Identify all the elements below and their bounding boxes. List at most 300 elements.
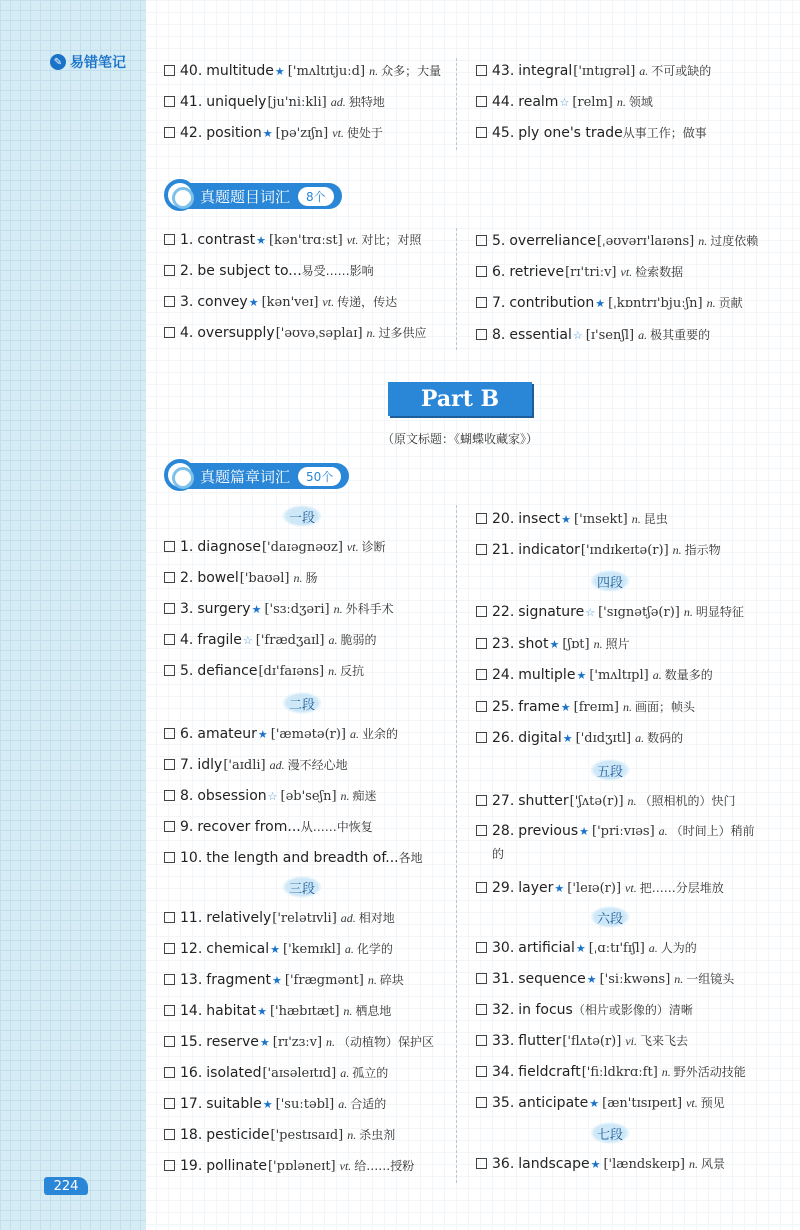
checkbox[interactable] [476, 127, 487, 138]
vocab-text [180, 787, 377, 804]
phonetic: ['sɪgnətʃə(r)] [598, 604, 680, 620]
vocab-item [164, 1123, 454, 1145]
vocab-text [492, 879, 724, 896]
vocab-text [492, 970, 734, 987]
phonetic: [ʃɒt] [562, 636, 590, 652]
vocab-text [180, 1157, 414, 1174]
item-number: 15. [180, 1033, 203, 1050]
magnifier-icon [164, 459, 196, 491]
checkbox[interactable] [164, 1036, 175, 1047]
vocab-text [492, 326, 710, 343]
vocab-word: reserve [206, 1033, 259, 1050]
definition: 极其重要的 [650, 327, 711, 342]
vocab-item [476, 507, 766, 529]
checkbox[interactable] [164, 974, 175, 985]
item-number: 21. [492, 541, 515, 558]
vocab-item [164, 722, 454, 744]
checkbox[interactable] [164, 912, 175, 923]
part-of-speech: n. [340, 788, 350, 803]
part-of-speech: a. [639, 63, 649, 78]
item-number: 36. [492, 1155, 515, 1172]
vocab-word: artificial [518, 939, 575, 956]
vocab-text [180, 756, 348, 773]
definition: 业余的 [362, 726, 399, 741]
item-number: 4. [180, 324, 194, 341]
definition: 漫不经心地 [287, 757, 348, 772]
item-number: 31. [492, 970, 515, 987]
definition: 化学的 [356, 941, 393, 956]
vocab-text [180, 1126, 395, 1143]
star-icon: ★ [549, 637, 560, 651]
item-number: 26. [492, 729, 515, 746]
definition: 检索数据 [635, 264, 684, 279]
vocab-item [476, 695, 766, 717]
definition: 过多供应 [378, 325, 427, 340]
item-number: 11. [180, 909, 203, 926]
checkbox[interactable] [164, 759, 175, 770]
part-of-speech: n. [631, 511, 641, 526]
checkbox[interactable] [164, 1005, 175, 1016]
vocab-item [476, 291, 766, 313]
definition: （相片或影像的）清晰 [572, 1002, 693, 1017]
part-of-speech: n. [343, 1003, 353, 1018]
vocab-text [180, 940, 393, 957]
vocab-item [476, 967, 766, 989]
definition: 易受……影响 [301, 263, 374, 278]
vocab-item [164, 846, 454, 868]
checkbox[interactable] [476, 96, 487, 107]
part-of-speech: n. [333, 601, 343, 616]
definition: 孤立的 [352, 1065, 389, 1080]
definition: 昆虫 [643, 511, 668, 526]
star-icon: ★ [256, 233, 266, 247]
part-of-speech: n. [674, 971, 684, 986]
vocab-word: oversupply [197, 324, 275, 341]
part-of-speech: n. [661, 1064, 671, 1079]
vocab-word: landscape [518, 1155, 590, 1172]
vocab-text [492, 62, 711, 79]
checkbox[interactable] [164, 1098, 175, 1109]
vocab-text [180, 662, 364, 679]
part-of-speech: n. [623, 699, 633, 714]
phonetic: ['pestɪsaɪd] [270, 1127, 344, 1143]
vocab-item [476, 632, 766, 654]
part-of-speech: n. [688, 1156, 698, 1171]
vocab-word: ply one's trade [518, 124, 623, 141]
checkbox[interactable] [476, 669, 487, 680]
star-outline-icon: ☆ [267, 789, 278, 803]
part-of-speech: vt. [322, 294, 335, 309]
part-of-speech: vt. [346, 539, 359, 554]
definition: 给……授粉 [354, 1158, 415, 1173]
checkbox[interactable] [476, 942, 487, 953]
item-number: 40. [180, 62, 203, 79]
vocab-item [164, 259, 454, 281]
phonetic: ['baʊəl] [239, 570, 290, 586]
star-icon: ★ [590, 1157, 601, 1171]
checkbox[interactable] [476, 1097, 487, 1108]
vocab-word: multiple [518, 666, 576, 683]
checkbox[interactable] [164, 943, 175, 954]
vocab-word: isolated [206, 1064, 262, 1081]
item-number: 6. [492, 263, 506, 280]
definition: 碎块 [379, 972, 404, 987]
definition: 数码的 [647, 730, 684, 745]
definition: 一组镜头 [686, 971, 735, 986]
vocab-text [492, 603, 744, 620]
phonetic: [ju'niːkli] [267, 94, 327, 110]
checkbox[interactable] [164, 852, 175, 863]
vocab-item [476, 936, 766, 958]
checkbox[interactable] [476, 235, 487, 246]
part-of-speech: n. [616, 94, 626, 109]
part-of-speech: a. [652, 667, 662, 682]
vocab-item [476, 538, 766, 560]
phonetic: [relm] [572, 94, 613, 110]
definition: （照相机的）快门 [639, 793, 736, 808]
vocab-item [164, 1092, 454, 1114]
phonetic: [rɪ'zɜːv] [272, 1034, 323, 1050]
checkbox[interactable] [164, 1160, 175, 1171]
vocab-item [476, 876, 766, 898]
item-number: 3. [180, 293, 194, 310]
vocab-word: retrieve [509, 263, 565, 280]
definition: 各地 [398, 850, 423, 865]
vocab-text [180, 324, 427, 341]
checkbox[interactable] [476, 1066, 487, 1077]
vocab-text [180, 1095, 386, 1112]
checkbox[interactable] [476, 1158, 487, 1169]
definition: 不可或缺的 [651, 63, 712, 78]
checkbox[interactable] [476, 606, 487, 617]
vocab-word: signature [518, 603, 585, 620]
vocab-word: pesticide [206, 1126, 270, 1143]
part-of-speech: n. [698, 233, 708, 248]
vocab-word: idly [197, 756, 223, 773]
section-title: 真题题目词汇 [200, 187, 291, 206]
phonetic: [ɪ'senʃl] [585, 327, 635, 343]
vocab-item [164, 90, 454, 112]
definition: 指示物 [684, 542, 721, 557]
item-number: 10. [180, 849, 203, 866]
part-of-speech: a. [635, 730, 645, 745]
count-badge: 8个 [298, 187, 334, 206]
paragraph-tag: 二段 [282, 692, 322, 714]
definition: 诊断 [361, 539, 386, 554]
phonetic: ['mʌltɪpl] [589, 667, 649, 683]
vocab-text [492, 666, 713, 683]
vocab-word: fieldcraft [518, 1063, 581, 1080]
vocab-word: diagnose [197, 538, 261, 555]
checkbox[interactable] [164, 296, 175, 307]
checkbox[interactable] [164, 572, 175, 583]
phonetic: ['daɪəgnəʊz] [261, 539, 343, 555]
part-of-speech: n. [326, 1034, 336, 1049]
phonetic: [ˌəʊvərɪ'laɪəns] [596, 233, 695, 249]
checkbox[interactable] [476, 297, 487, 308]
checkbox[interactable] [476, 825, 487, 836]
phonetic: ['aɪdli] [223, 757, 266, 773]
definition: 反抗 [340, 663, 365, 678]
vocab-item [476, 260, 766, 282]
item-number: 8. [180, 787, 194, 804]
vocab-word: uniquely [206, 93, 267, 110]
vocab-word: frame [518, 698, 560, 715]
vocab-item [476, 998, 766, 1020]
checkbox[interactable] [164, 603, 175, 614]
item-number: 41. [180, 93, 203, 110]
star-icon: ★ [561, 512, 571, 526]
checkbox[interactable] [164, 541, 175, 552]
checkbox[interactable] [164, 634, 175, 645]
checkbox[interactable] [476, 1035, 487, 1046]
vocab-item [476, 1060, 766, 1082]
vocab-text [180, 231, 421, 248]
definition: 脆弱的 [340, 632, 377, 647]
vocab-word: multitude [206, 62, 274, 79]
item-number: 5. [492, 232, 506, 249]
part-of-speech: a. [350, 726, 359, 741]
star-icon: ★ [248, 295, 259, 309]
definition: 过度依赖 [710, 233, 759, 248]
vocab-item [476, 820, 766, 864]
phonetic: [ˌkɒntrɪ'bjuːʃn] [608, 295, 703, 311]
vocab-text [180, 262, 374, 279]
definition: 从……中恢复 [300, 819, 373, 834]
checkbox[interactable] [164, 65, 175, 76]
vocab-item [476, 59, 766, 81]
column-divider [456, 58, 457, 150]
vocab-item [476, 663, 766, 685]
star-icon: ★ [589, 1096, 600, 1110]
item-number: 33. [492, 1032, 515, 1049]
item-number: 19. [180, 1157, 203, 1174]
item-number: 8. [492, 326, 506, 343]
vocab-word: habitat [206, 1002, 257, 1019]
item-number: 2. [180, 262, 194, 279]
checkbox[interactable] [164, 234, 175, 245]
part-of-speech: vt. [332, 125, 344, 140]
definition: 痴迷 [352, 788, 377, 803]
part-of-speech: a. [658, 824, 668, 838]
definition: 数量多的 [664, 667, 713, 682]
star-icon: ★ [262, 1097, 273, 1111]
checkbox[interactable] [164, 265, 175, 276]
part-of-speech: a. [340, 1065, 350, 1080]
part-of-speech: a. [648, 940, 658, 955]
phonetic: ['ɪnsekt] [574, 511, 628, 527]
vocab-item [164, 815, 454, 837]
checkbox[interactable] [164, 1067, 175, 1078]
vocab-text [492, 510, 668, 527]
definition: 从事工作；做事 [622, 125, 707, 140]
vocab-text [492, 1001, 693, 1018]
vocab-item [164, 290, 454, 312]
section-pill [168, 463, 349, 489]
phonetic: [kən'veɪ] [261, 294, 319, 310]
star-icon: ★ [251, 602, 262, 616]
vocab-word: surgery [197, 600, 251, 617]
checkbox[interactable] [476, 701, 487, 712]
star-icon: ★ [586, 972, 597, 986]
checkbox[interactable] [164, 96, 175, 107]
star-icon: ★ [257, 727, 268, 741]
checkbox[interactable] [476, 513, 487, 524]
item-number: 3. [180, 600, 194, 617]
phonetic: ['priːvɪəs] [592, 824, 655, 839]
phonetic: [rɪ'triːv] [565, 264, 617, 280]
checkbox[interactable] [476, 882, 487, 893]
phonetic: ['frægmənt] [284, 972, 364, 988]
part-of-speech: n. [293, 570, 303, 585]
phonetic: ['aɪsəleɪtɪd] [262, 1065, 337, 1081]
definition: 风景 [700, 1156, 725, 1171]
checkbox[interactable] [476, 1004, 487, 1015]
vocab-item [164, 121, 454, 143]
section-header-passage-vocab [168, 463, 349, 489]
item-number: 1. [180, 538, 194, 555]
definition: 杀虫剂 [359, 1127, 396, 1142]
item-number: 30. [492, 939, 515, 956]
definition: （时间上）稍前的 [492, 824, 755, 861]
checkbox[interactable] [164, 1129, 175, 1140]
vocab-item [164, 1061, 454, 1083]
item-number: 44. [492, 93, 515, 110]
item-number: 28. [492, 823, 515, 839]
vocab-item [164, 228, 454, 250]
definition: 明显特征 [695, 604, 744, 619]
phonetic: [dɪ'faɪəns] [258, 663, 325, 679]
part-of-speech: ad. [330, 94, 346, 109]
definition: 飞来飞去 [640, 1033, 689, 1048]
phonetic: ['lændskeɪp] [603, 1156, 685, 1172]
part-of-speech: a. [344, 941, 354, 956]
vocab-word: obsession [197, 787, 267, 804]
definition: 众多；大量 [381, 63, 442, 78]
definition: （动植物）保护区 [338, 1034, 435, 1049]
definition: 照片 [605, 636, 630, 651]
phonetic: [kən'trɑːst] [268, 232, 343, 248]
checkbox[interactable] [164, 327, 175, 338]
vocab-text [492, 1094, 725, 1111]
checkbox[interactable] [476, 973, 487, 984]
item-number: 16. [180, 1064, 203, 1081]
checkbox[interactable] [164, 728, 175, 739]
vocab-word: in focus [518, 1001, 573, 1018]
vocab-word: chemical [206, 940, 270, 957]
star-icon: ★ [575, 941, 586, 955]
column-divider [456, 228, 457, 350]
vocab-text [180, 569, 317, 586]
phonetic: ['suːtəbl] [275, 1096, 335, 1112]
vocab-text [180, 62, 441, 79]
phonetic: ['kemɪkl] [283, 941, 341, 957]
item-number: 9. [180, 818, 194, 835]
vocab-text [492, 232, 758, 249]
vocab-word: sequence [518, 970, 586, 987]
star-outline-icon: ☆ [572, 328, 583, 342]
vocab-word: overreliance [509, 232, 596, 249]
part-of-speech: vt. [346, 232, 359, 247]
item-number: 24. [492, 666, 515, 683]
definition: 把……分层堆放 [639, 880, 724, 895]
checkbox[interactable] [476, 329, 487, 340]
phonetic: ['æmətə(r)] [270, 726, 346, 742]
vocab-text [492, 541, 721, 558]
part-title: Part B [388, 382, 532, 416]
definition: 独特地 [348, 94, 385, 109]
checkbox[interactable] [476, 266, 487, 277]
part-of-speech: vt. [625, 880, 637, 895]
phonetic: ['hæbɪtæt] [269, 1003, 340, 1019]
definition: 贡献 [718, 295, 743, 310]
item-number: 27. [492, 792, 515, 809]
checkbox[interactable] [164, 127, 175, 138]
vocab-item [164, 628, 454, 650]
vocab-item [164, 937, 454, 959]
item-number: 20. [492, 510, 515, 527]
vocab-text [180, 538, 386, 555]
page-number: 224 [44, 1177, 88, 1195]
vocab-item [164, 1154, 454, 1176]
vocab-word: the length and breadth of... [206, 849, 399, 866]
checkbox[interactable] [164, 821, 175, 832]
checkbox[interactable] [476, 732, 487, 743]
part-of-speech: ad. [340, 910, 356, 925]
part-of-speech: ad. [269, 757, 285, 772]
checkbox[interactable] [476, 544, 487, 555]
section-header-question-vocab [168, 183, 342, 209]
checkbox[interactable] [476, 638, 487, 649]
checkbox[interactable] [164, 665, 175, 676]
checkbox[interactable] [476, 795, 487, 806]
vocab-word: relatively [206, 909, 272, 926]
vocab-word: shutter [518, 792, 569, 809]
vocab-item [476, 726, 766, 748]
vocab-word: shot [518, 635, 549, 652]
part-of-speech: n. [366, 325, 376, 340]
paragraph-tag: 一段 [282, 505, 322, 527]
definition: 使处于 [346, 125, 383, 140]
star-outline-icon: ☆ [585, 605, 596, 619]
part-of-speech: n. [328, 663, 338, 678]
paragraph-tag: 五段 [590, 759, 630, 781]
paragraph-tag: 六段 [590, 906, 630, 928]
part-of-speech: a. [328, 632, 338, 647]
vocab-word: pollinate [206, 1157, 267, 1174]
vocab-item [164, 784, 454, 806]
vocab-item [164, 659, 454, 681]
vocab-word: previous [518, 823, 579, 839]
vocab-text [492, 792, 736, 809]
phonetic: ['fiːldkrɑːft] [581, 1064, 658, 1080]
item-number: 25. [492, 698, 515, 715]
phonetic: ['ɪntɪgrəl] [573, 63, 636, 79]
vocab-word: fragment [206, 971, 272, 988]
item-number: 18. [180, 1126, 203, 1143]
vocab-word: realm [518, 93, 559, 110]
item-number: 23. [492, 635, 515, 652]
item-number: 1. [180, 231, 194, 248]
vocab-item [164, 59, 454, 81]
checkbox[interactable] [476, 65, 487, 76]
definition: 人为的 [660, 940, 697, 955]
sidebar [0, 0, 146, 1230]
checkbox[interactable] [164, 790, 175, 801]
vocab-word: anticipate [518, 1094, 589, 1111]
star-icon: ★ [595, 296, 606, 310]
phonetic: ['mʌltɪtjuːd] [287, 63, 366, 79]
